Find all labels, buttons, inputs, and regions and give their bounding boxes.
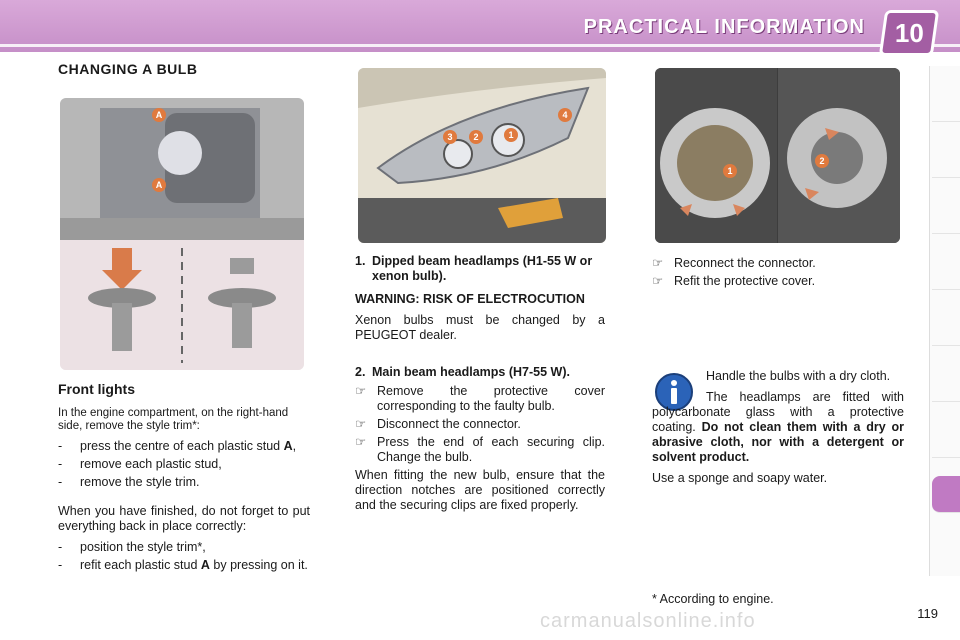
info-text: The headlamps are fitted with polycarbonate glass with a protective coating. Do not clean them with a dry or abrasive cloth, nor with a detergent or solvent product.	[652, 390, 904, 464]
chapter-badge	[879, 10, 939, 56]
header-divider	[0, 44, 960, 47]
footnote: * According to engine.	[652, 592, 774, 606]
page-title: PRACTICAL INFORMATION	[583, 16, 865, 38]
subsection-heading: Front lights	[58, 381, 135, 397]
right-text	[652, 256, 904, 292]
list-item: - refit each plastic stud A by pressing on it.	[58, 558, 308, 572]
info-text: Use a sponge and soapy water.	[652, 471, 828, 485]
finish-text: When you have finished, do not forget to put everything back in place correctly:	[58, 504, 310, 533]
left-text	[58, 382, 310, 576]
callout-3: 3	[443, 130, 457, 144]
headlamp-illustration	[358, 68, 606, 243]
engine-compartment-image	[60, 98, 304, 370]
list-item: ☞ Reconnect the connector.	[652, 256, 816, 270]
section-heading: CHANGING A BULB	[58, 61, 198, 77]
list-item: ☞ Disconnect the connector.	[355, 417, 521, 431]
list-item: - remove the style trim.	[58, 475, 200, 489]
chapter-number: 10	[894, 17, 924, 48]
chapter-tab[interactable]	[932, 122, 960, 178]
engine-bay-illustration	[60, 98, 304, 370]
callout-4: 4	[558, 108, 572, 122]
warning-text: WARNING: RISK OF ELECTROCUTION	[355, 292, 585, 306]
middle-text	[355, 254, 605, 519]
chapter-tab[interactable]	[932, 234, 960, 290]
watermark: carmanualsonline.info	[540, 610, 756, 632]
intro-text: In the engine compartment, on the right-hand side, remove the style trim*:	[58, 407, 289, 432]
callout-1: 1	[504, 128, 518, 142]
bulb-housing-illustration	[655, 68, 900, 243]
chapter-tab[interactable]	[932, 402, 960, 458]
info-text: Handle the bulbs with a dry cloth.	[706, 369, 891, 383]
callout-2: 2	[469, 130, 483, 144]
list-item: ☞ Remove the protective cover corresponding to the faulty bulb.	[355, 384, 605, 413]
list-item: - remove each plastic stud,	[58, 457, 222, 471]
info-box	[652, 369, 904, 492]
list-item: ☞ Refit the protective cover.	[652, 274, 816, 288]
callout-2: 2	[815, 154, 829, 168]
fitting-note: When fitting the new bulb, ensure that the direction notches are positioned correctly and the securing clips are fixed properly.	[355, 468, 605, 512]
item-heading: 2. Main beam headlamps (H7-55 W).	[355, 365, 570, 379]
headlamp-image	[358, 68, 606, 243]
chapter-tab[interactable]	[932, 290, 960, 346]
chapter-tab[interactable]	[932, 178, 960, 234]
page-number: 119	[917, 606, 938, 621]
bulb-housing-image	[655, 68, 900, 243]
list-item: ☞ Press the end of each securing clip. Change the bulb.	[355, 435, 605, 464]
chapter-tabs	[929, 66, 960, 576]
xenon-text: Xenon bulbs must be changed by a PEUGEOT dealer.	[355, 313, 605, 342]
callout-a: A	[152, 178, 166, 192]
page-header	[0, 0, 960, 52]
chapter-tab[interactable]	[932, 66, 960, 122]
chapter-tab-active[interactable]	[932, 476, 960, 513]
callout-a: A	[152, 108, 166, 122]
item-heading: 1. Dipped beam headlamps (H1-55 W or xenon bulb).	[355, 254, 593, 283]
list-item: - press the centre of each plastic stud A,	[58, 439, 297, 453]
list-item: - position the style trim*,	[58, 540, 206, 554]
left-column	[58, 62, 313, 77]
callout-1: 1	[723, 164, 737, 178]
chapter-tab[interactable]	[932, 346, 960, 402]
